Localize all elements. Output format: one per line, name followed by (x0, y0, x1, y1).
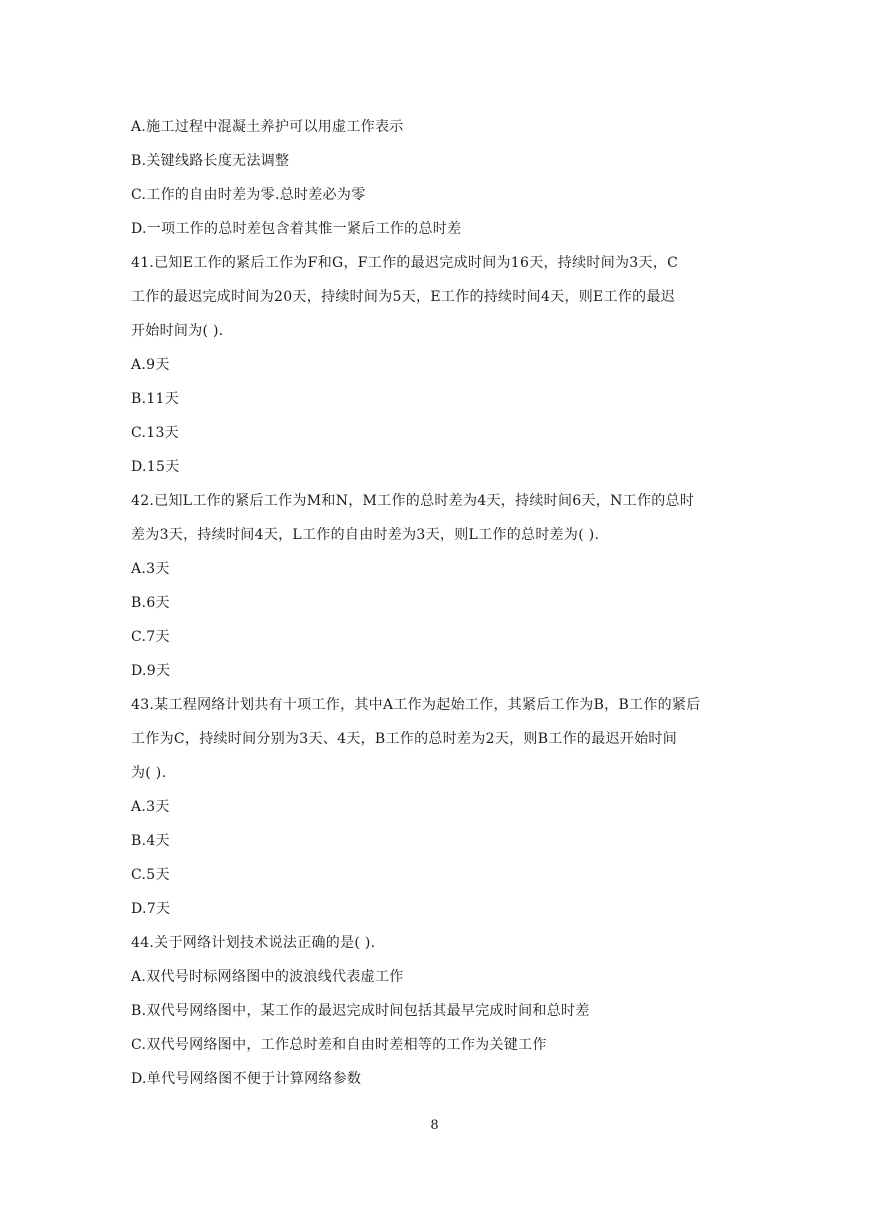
option-line: A.双代号时标网络图中的波浪线代表虚工作 (131, 969, 404, 985)
option-line: C.5天 (131, 867, 170, 883)
option-line: D.一项工作的总时差包含着其惟一紧后工作的总时差 (131, 221, 462, 237)
option-line: A.3天 (131, 561, 170, 577)
question-41-line-1: 41.已知E工作的紧后工作为F和G，F工作的最迟完成时间为16天，持续时间为3天，C (131, 255, 679, 271)
option-line: A.施工过程中混凝土养护可以用虚工作表示 (131, 119, 404, 135)
option-line: D.15天 (131, 459, 180, 475)
option-line: C.工作的自由时差为零.总时差必为零 (131, 187, 366, 203)
option-line: C.双代号网络图中，工作总时差和自由时差相等的工作为关键工作 (131, 1037, 547, 1053)
option-line: C.7天 (131, 629, 170, 645)
option-line: B.11天 (131, 391, 180, 407)
question-43-line-2: 工作为C，持续时间分别为3天、4天，B工作的总时差为2天，则B工作的最迟开始时间 (131, 731, 678, 747)
question-41-line-2: 工作的最迟完成时间为20天，持续时间为5天，E工作的持续时间4天，则E工作的最迟 (131, 289, 676, 305)
option-line: B.关键线路长度无法调整 (131, 153, 290, 169)
option-line: D.单代号网络图不便于计算网络参数 (131, 1071, 362, 1087)
question-43-line-3: 为( ). (131, 765, 167, 781)
question-42-line-2: 差为3天，持续时间4天，L工作的自由时差为3天，则L工作的总时差为( ). (131, 527, 600, 543)
question-44-line-1: 44.关于网络计划技术说法正确的是( ). (131, 935, 376, 951)
question-42-line-1: 42.已知L工作的紧后工作为M和N，M工作的总时差为4天，持续时间6天，N工作的总时 (131, 493, 695, 509)
option-line: B.双代号网络图中，某工作的最迟完成时间包括其最早完成时间和总时差 (131, 1003, 590, 1019)
option-line: D.9天 (131, 663, 171, 679)
page-number: 8 (430, 1118, 439, 1133)
question-43-line-1: 43.某工程网络计划共有十项工作，其中A工作为起始工作，其紧后工作为B，B工作的紧后 (131, 697, 701, 713)
option-line: B.6天 (131, 595, 170, 611)
question-41-line-3: 开始时间为( ). (131, 323, 224, 339)
option-line: A.3天 (131, 799, 170, 815)
option-line: B.4天 (131, 833, 170, 849)
option-line: A.9天 (131, 357, 170, 373)
document-body (131, 110, 741, 1096)
option-line: D.7天 (131, 901, 171, 917)
option-line: C.13天 (131, 425, 179, 441)
